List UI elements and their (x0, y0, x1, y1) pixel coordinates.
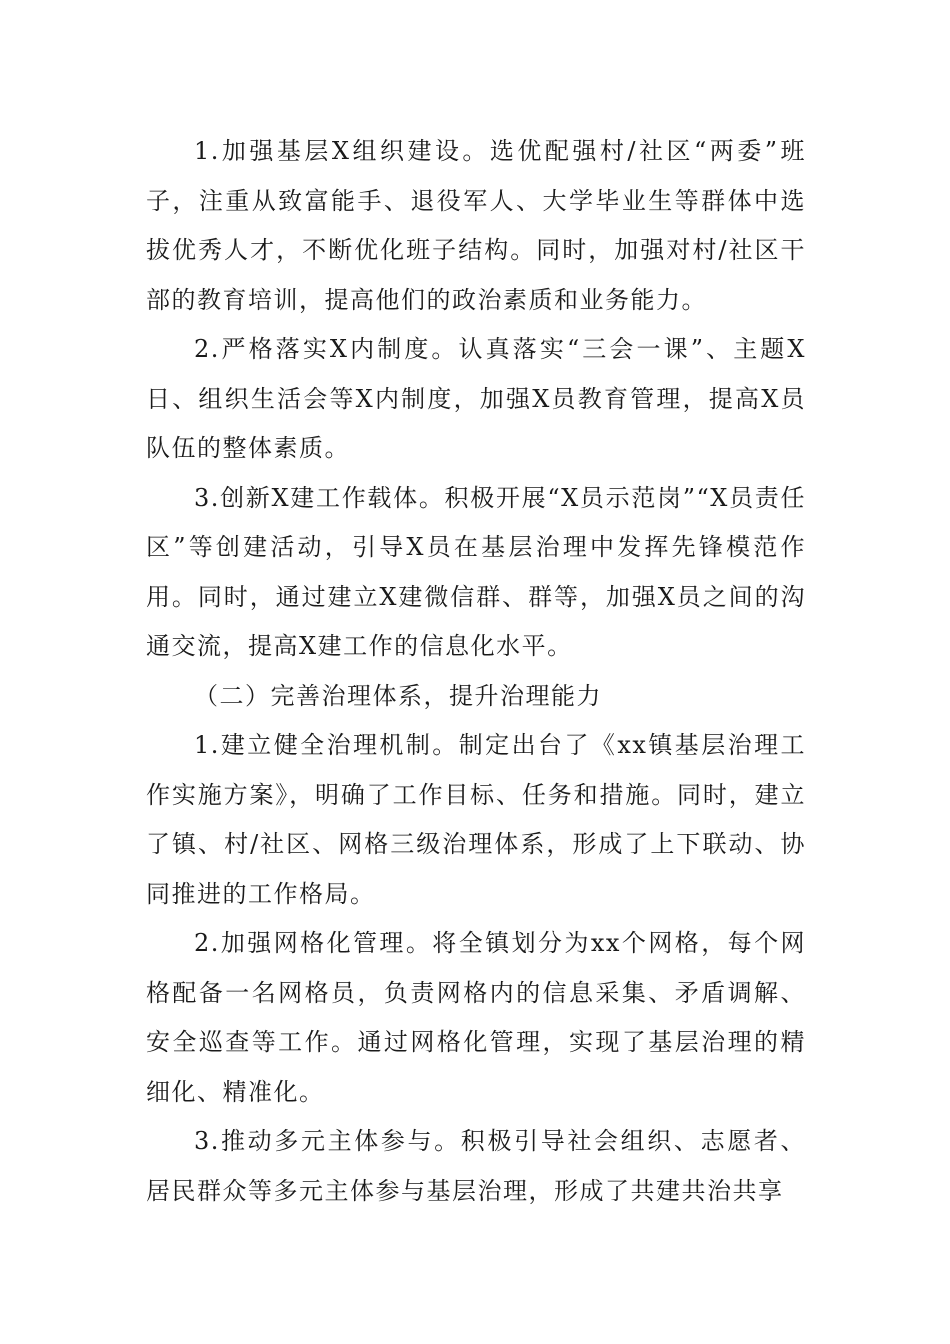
section-heading: （二）完善治理体系，提升治理能力 (194, 681, 602, 710)
paragraph-multi-participation: 3.推动多元主体参与。积极引导社会组织、志愿者、居民群众等多元主体参与基层治理，形成了共建共治共享 (146, 1127, 806, 1205)
paragraph-governance-mechanism: 1.建立健全治理机制。制定出台了《xx镇基层治理工作实施方案》，明确了工作目标、任务和措施。同时，建立了镇、村/社区、网格三级治理体系，形成了上下联动、协同推进的工作格局。 (146, 731, 806, 908)
paragraph-party-system: 2.严格落实X内制度。认真落实“三会一课”、主题X日、组织生活会等X内制度，加强X员教育管理，提高X员队伍的整体素质。 (146, 335, 806, 462)
paragraph-party-carrier: 3.创新X建工作载体。积极开展“X员示范岗”“X员责任区”等创建活动，引导X员在基层治理中发挥先锋模范作用。同时，通过建立X建微信群、群等，加强X员之间的沟通交流，提高X建工作的信息化水平。 (146, 483, 806, 660)
paragraph-party-organization: 1.加强基层X组织建设。选优配强村/社区“两委”班子，注重从致富能手、退役军人、大学毕业生等群体中选拔优秀人才，不断优化班子结构。同时，加强对村/社区干部的教育培训，提高他们的政治素质和业务能力。 (146, 137, 806, 314)
paragraph-grid-management: 2.加强网格化管理。将全镇划分为xx个网格，每个网格配备一名网格员，负责网格内的信息采集、矛盾调解、安全巡查等工作。通过网格化管理，实现了基层治理的精细化、精准化。 (146, 929, 806, 1106)
document-body (146, 127, 806, 1216)
